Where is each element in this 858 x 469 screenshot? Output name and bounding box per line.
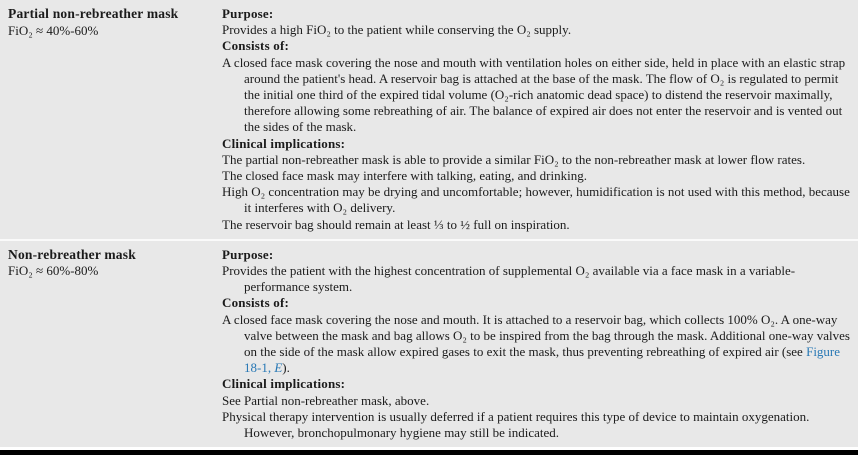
fio2-range: FiO₂ ≈ 40%-60% [8, 22, 99, 38]
device-name: Partial non-rebreather mask [8, 6, 179, 21]
clinical-text: Physical therapy intervention is usually deferred if a patient requires this type of device to maintain oxygenation. However, bronchopulmonary hygiene may still be indicated. [222, 408, 810, 441]
consists-text-pre: A closed face mask covering the nose and mouth. It is attached to a reservoir bag, which collects 100% O₂. A one-way valve between the mask and bag allows O₂ to be inspired from the bag through the mask. Additional one-way valves on the side of the mask allow expired gases to exit the mask, thus preventing rebreathing of expired air (see [222, 311, 850, 360]
clinical-implications-heading: Clinical implications: [222, 376, 346, 392]
figure-link-letter: E [274, 360, 283, 376]
clinical-text: The reservoir bag should remain at least ⅓ to ½ full on inspiration. [222, 216, 570, 232]
consists-text: A closed face mask covering the nose and mouth with ventilation holes on either side, held in place with an elastic strap around the patient's head. A reservoir bag is attached at the base of the mask. The flow of O₂ is regulated to permit the initial one third of the expired tidal volume (O₂-rich anatomic dead space) to distend the reservoir maximally, therefore allowing some rebreathing of air. The balance of expired air does not enter the reservoir and is vented out the sides of the mask. [222, 54, 846, 135]
clinical-implications-heading: Clinical implications: [222, 135, 346, 151]
table-bottom-rule [0, 450, 858, 455]
description-column [222, 0, 858, 239]
clinical-text: The closed face mask may interfere with talking, eating, and drinking. [222, 168, 587, 184]
device-name: Non-rebreather mask [8, 246, 136, 262]
purpose-text: Provides a high FiO₂ to the patient while conserving the O₂ supply. [222, 22, 572, 38]
description-column [222, 241, 858, 447]
clinical-text: High O₂ concentration may be drying and uncomfortable; however, humidification is not used with this method, because it interferes with O₂ delivery. [222, 184, 850, 216]
device-column [0, 0, 222, 239]
purpose-heading: Purpose: [222, 246, 274, 262]
fio2-range: FiO₂ ≈ 60%-80% [8, 263, 99, 279]
clinical-text: See Partial non-rebreather mask, above. [222, 392, 430, 408]
consists-heading: Consists of: [222, 38, 290, 54]
clinical-text: The partial non-rebreather mask is able to provide a similar FiO₂ to the non-rebreather mask at lower flow rates. [222, 151, 806, 167]
figure-link-text: Figure 18-1, [244, 344, 841, 376]
consists-text-post: ). [282, 360, 290, 376]
consists-heading: Consists of: [222, 295, 290, 311]
purpose-text: Provides the patient with the highest concentration of supplemental O₂ available via a face mask in a variable-performance system. [222, 263, 796, 295]
table-row-non-rebreather [0, 239, 858, 447]
consists-text [222, 312, 850, 377]
purpose-heading: Purpose: [222, 6, 274, 21]
device-column [0, 241, 222, 447]
